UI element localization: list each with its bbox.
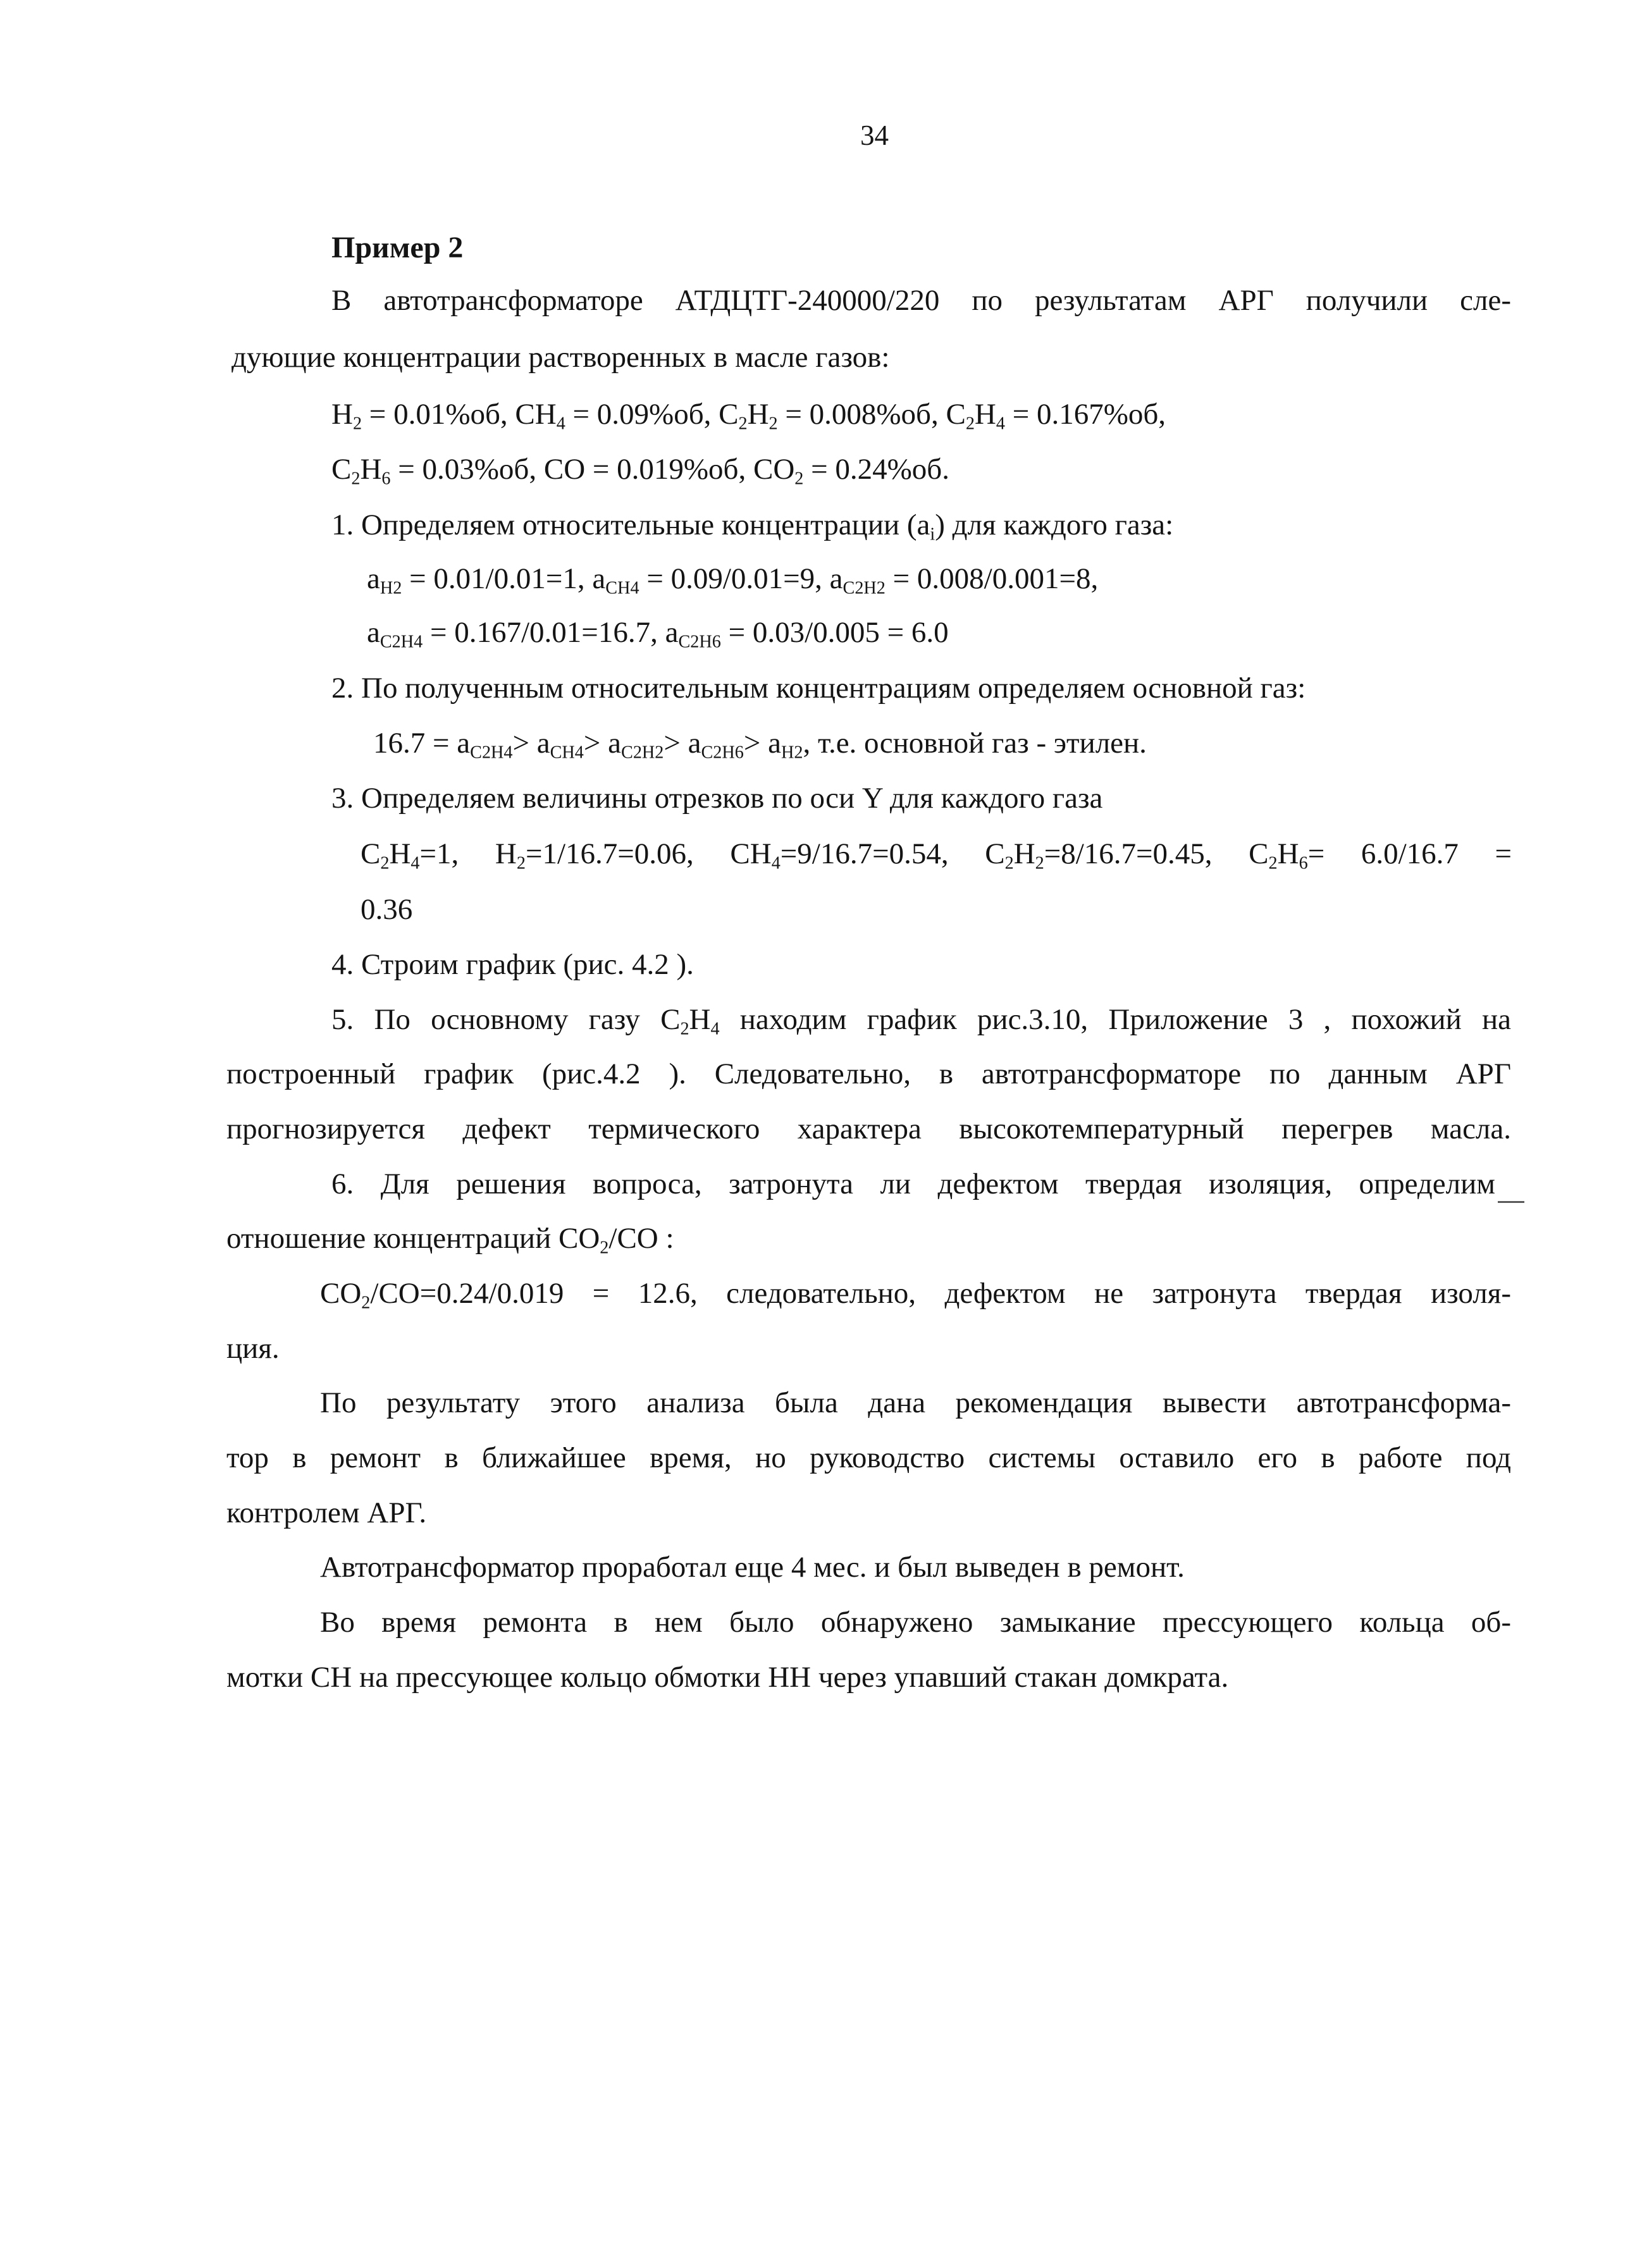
- recommendation-line-1: По результату этого анализа была дана рекомендация вывести автотрансформа-: [320, 1386, 1511, 1419]
- segments-line: $C_2H_4=1$, $H_2=1/16.7=0.06$, $CH_4=9/16.7=0.54$, $C_2H_2=8/16.7=0.45$, $C_2H_6= 6.0/16.7$ =: [361, 837, 1512, 873]
- margin-dash: [1498, 1201, 1524, 1203]
- seg-c2h4: =1,: [419, 837, 459, 870]
- value-c2h2: 0.008%об,: [809, 398, 939, 431]
- step-6-text-a: отношение концентраций: [226, 1222, 559, 1255]
- value-c2h6: 0.03%об,: [422, 453, 537, 486]
- ratio-line: $CO_2/CO=0.24/0.019 = 12.6$, следовательно, дефектом не затронута твердая изоля-: [320, 1277, 1511, 1313]
- ratio-line-cont: ция.: [226, 1332, 280, 1365]
- rel-c2h4: 0.167/0.01=16.7,: [454, 616, 658, 649]
- step-5-text-b: находим график рис.3.10, Приложение 3 , похожий на: [719, 1003, 1511, 1036]
- main-gas-order: $16.7 = a_{C2H4}> a_{CH4}> a_{C2H2}> a_{C2H6}> a_{H2}$, т.е. основной газ - этилен.: [373, 727, 1147, 763]
- step-5-line-3: прогнозируется дефект термического характера высокотемпературный перегрев масла.: [226, 1112, 1511, 1145]
- relative-line-2: $a_{C2H4} = 0.167/0.01=16.7$, $a_{C2H6} = 0.03/0.005 = 6.0$: [367, 616, 949, 652]
- rel-c2h2: 0.008/0.001=8,: [917, 562, 1099, 595]
- step-2: 2. По полученным относительным концентрациям определяем основной газ:: [331, 672, 1306, 705]
- value-co: 0.019%об,: [617, 453, 746, 486]
- rel-ch4: 0.09/0.01=9,: [670, 562, 822, 595]
- formula-c2h2: $C_2H_2$: [719, 398, 778, 434]
- concentrations-line-1: $H_2 = 0.01\%об$, $CH_4 = 0.09\%об$, $C_2H_2 = 0.008\%об$, $C_2H_4 = 0.167\%об$,: [331, 398, 1166, 434]
- value-ch4: 0.09%об,: [596, 398, 712, 431]
- ratio-calc: =0.24/0.019 = 12.6, следовательно, дефектом не затронута твердая изоля-: [419, 1277, 1511, 1310]
- step-4: 4. Строим график (рис. 4.2 ).: [331, 948, 694, 981]
- recommendation-line-2: тор в ремонт в ближайшее время, но руководство системы оставило его в работе под: [226, 1441, 1511, 1474]
- step-1-text: 1. Определяем относительные концентрации (a: [331, 508, 930, 541]
- formula-ch4: $CH_4$: [515, 398, 565, 434]
- formula-co2: $CO_2$: [753, 453, 804, 489]
- order-start: 16.7 =: [373, 727, 457, 760]
- step-1: 1. Определяем относительные концентрации $(a_i)$ для каждого газа:: [331, 508, 1174, 545]
- recommendation-line-3: контролем АРГ.: [226, 1496, 427, 1529]
- page-number: 34: [860, 120, 889, 151]
- seg-ch4: =9/16.7=0.54,: [780, 837, 949, 870]
- step-6-text-b: :: [658, 1222, 674, 1255]
- value-h2: 0.01%об,: [393, 398, 508, 431]
- seg-h2: =1/16.7=0.06,: [525, 837, 694, 870]
- order-end: , т.е. основной газ - этилен.: [803, 727, 1147, 760]
- intro-line-1: В автотрансформаторе АТДЦТГ-240000/220 по результатам АРГ получили сле-: [331, 284, 1511, 317]
- segments-line-cont: 0.36: [361, 893, 413, 926]
- seg-c2h2: =8/16.7=0.45,: [1044, 837, 1213, 870]
- concentrations-line-2: $C_2H_6 = 0.03\%об$, CO = 0.019%об, $CO_2 = 0.24\%об$.: [331, 453, 949, 489]
- rel-h2: 0.01/0.01=1,: [433, 562, 585, 595]
- step-5-text-a: 5. По основному газу: [331, 1003, 661, 1036]
- seg-c2h6: = 6.0/16.7 =: [1307, 837, 1512, 870]
- rel-c2h6: 0.03/0.005 = 6.0: [752, 616, 949, 649]
- relative-line-1: $a_{H2} = 0.01/0.01=1$, $a_{CH4} = 0.09/0.01=9$, $a_{C2H2} = 0.008/0.001=8$,: [367, 562, 1099, 598]
- step-5-line-2: построенный график (рис.4.2 ). Следовательно, в автотрансформаторе по данным АРГ: [226, 1057, 1511, 1090]
- formula-h2: $H_2$: [331, 398, 362, 434]
- step-5-line-1: 5. По основному газу $C_2H_4$ находим график рис.3.10, Приложение 3 , похожий на: [331, 1003, 1511, 1039]
- example-heading: Пример 2: [331, 231, 464, 264]
- intro-line-2: дующие концентрации растворенных в масле газов:: [231, 341, 890, 374]
- formula-co: CO: [543, 453, 586, 486]
- value-co2: 0.24%об.: [835, 453, 949, 486]
- step-1-text-end: ) для каждого газа:: [935, 508, 1174, 541]
- step-6-line-1: 6. Для решения вопроса, затронута ли дефектом твердая изоляция, определим: [331, 1168, 1495, 1200]
- value-c2h4: 0.167%об,: [1036, 398, 1166, 431]
- formula-c2h4: $C_2H_4$: [946, 398, 1005, 434]
- worked-line: Автотрансформатор проработал еще 4 мес. и был выведен в ремонт.: [320, 1551, 1185, 1584]
- step-3: 3. Определяем величины отрезков по оси Y для каждого газа: [331, 782, 1103, 815]
- repair-line-2: мотки СН на прессующее кольцо обмотки НН через упавший стакан домкрата.: [226, 1661, 1229, 1694]
- repair-line-1: Во время ремонта в нем было обнаружено замыкание прессующего кольца об-: [320, 1606, 1511, 1639]
- step-6-line-2: отношение концентраций $CO_2/CO$ :: [226, 1222, 674, 1258]
- formula-c2h6: $C_2H_6$: [331, 453, 391, 489]
